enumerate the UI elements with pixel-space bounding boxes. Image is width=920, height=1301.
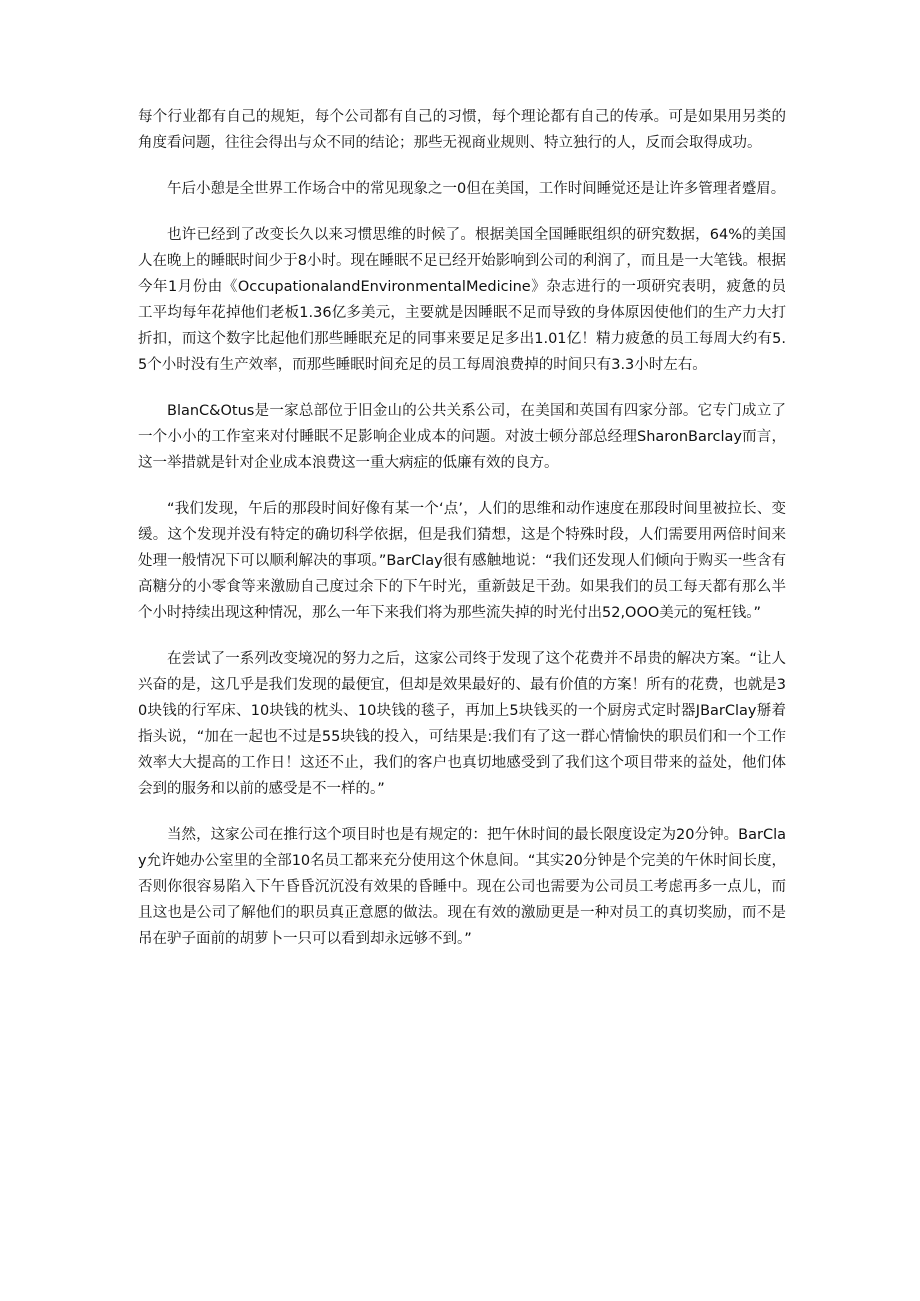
paragraph-rules: 当然，这家公司在推行这个项目时也是有规定的：把午休时间的最长限度设定为20分钟。BarClay允许她办公室里的全部10名员工都来充分使用这个休息间。“其实20分钟是个完美的午休时间长度，否则你很容易陷入下午昏昏沉沉没有效果的昏睡中。现在公司也需要为公司员工考虑再多一点儿，而且这也是公司了解他们的职员真正意愿的做法。现在有效的激励更是一种对员工的真切奖励，而不是吊在驴子面前的胡萝卜一只可以看到却永远够不到。” [138,827,786,947]
document-page [138,104,786,972]
paragraph-sleep-research: 也许已经到了改变长久以来习惯思维的时候了。根据美国全国睡眠组织的研究数据，64%的美国人在晚上的睡眠时间少于8小时。现在睡眠不足已经开始影响到公司的利润了，而且是一大笔钱。根据今年1月份由《OccupationalandEnvironmentalMedicine》杂志进行的一项研究表明，疲惫的员工平均每年花掉他们老板1.36亿多美元，主要就是因睡眠不足而导致的身体原因使他们的生产力大打折扣，而这个数字比起他们那些睡眠充足的同事来要足足多出1.01亿！精力疲惫的员工每周大约有5.5个小时没有生产效率，而那些睡眠时间充足的员工每周浪费掉的时间只有3.3小时左右。 [138,227,786,373]
paragraph-company-intro: BlanC&Otus是一家总部位于旧金山的公共关系公司，在美国和英国有四家分部。它专门成立了一个小小的工作室来对付睡眠不足影响企业成本的问题。对波士顿分部总经理SharonBarclay而言，这一举措就是针对企业成本浪费这一重大病症的低廉有效的良方。 [138,403,786,471]
paragraph-solution: 在尝试了一系列改变境况的努力之后，这家公司终于发现了这个花费并不昂贵的解决方案。“让人兴奋的是，这几乎是我们发现的最便宜，但却是效果最好的、最有价值的方案！所有的花费，也就是30块钱的行军床、10块钱的枕头、10块钱的毯子，再加上5块钱买的一个厨房式定时器JBarClay掰着指头说，“加在一起也不过是55块钱的投入，可结果是:我们有了这一群心情愉快的职员们和一个工作效率大大提高的工作日！这还不止，我们的客户也真切地感受到了我们这个项目带来的益处，他们体会到的服务和以前的感受是不一样的。” [138,651,786,797]
paragraph-intro: 每个行业都有自己的规矩，每个公司都有自己的习惯，每个理论都有自己的传承。可是如果用另类的角度看问题，往往会得出与众不同的结论；那些无视商业规则、特立独行的人，反而会取得成功。 [138,109,786,151]
paragraph-nap-phenomenon: 午后小憩是全世界工作场合中的常见现象之一0但在美国，工作时间睡觉还是让许多管理者蹙眉。 [167,181,786,197]
paragraph-barclay-quote: “我们发现，午后的那段时间好像有某一个‘点’，人们的思维和动作速度在那段时间里被拉长、变缓。这个发现并没有特定的确切科学依据，但是我们猜想，这是个特殊时段，人们需要用两倍时间来处理一般情况下可以顺利解决的事项。”BarClay很有感触地说：“我们还发现人们倾向于购买一些含有高糖分的小零食等来激励自己度过余下的下午时光，重新鼓足干劲。如果我们的员工每天都有那么半个小时持续出现这种情况，那么一年下来我们将为那些流失掉的时光付出52,OOO美元的冤枉钱。” [138,501,786,621]
